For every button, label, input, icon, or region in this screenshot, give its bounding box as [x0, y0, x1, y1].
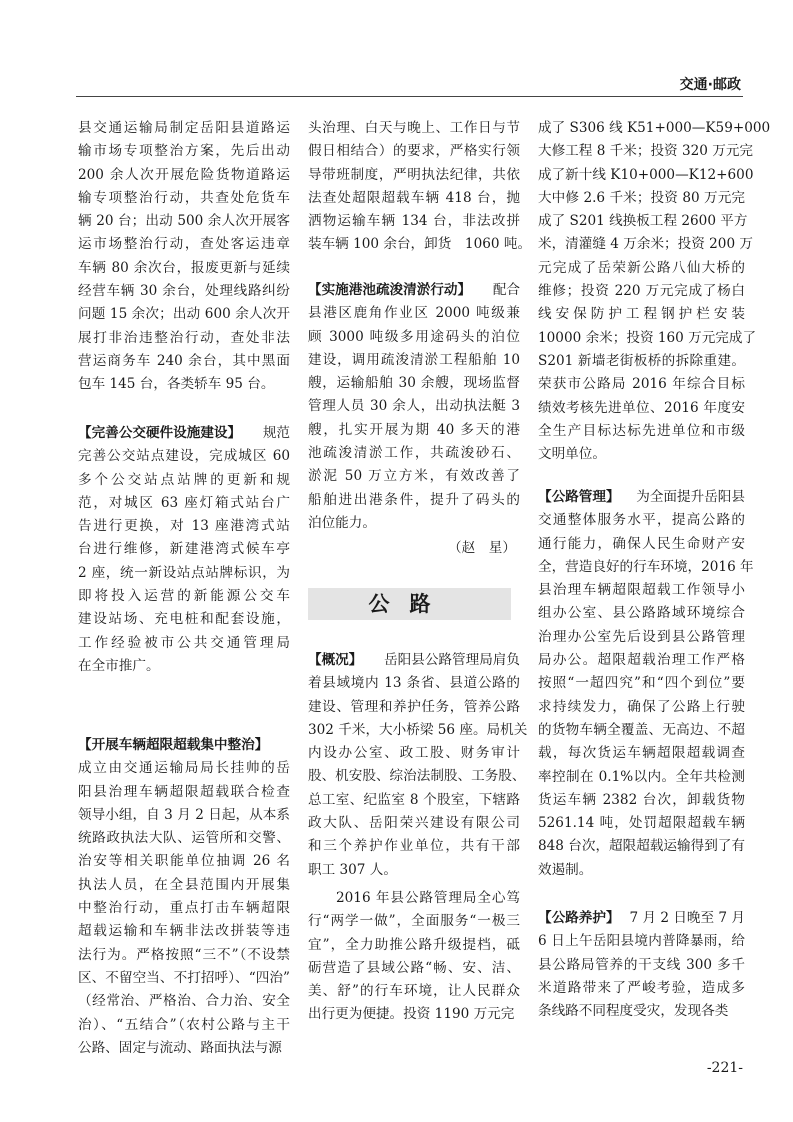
text-line: 县交通运输局制定岳阳县道路运	[78, 120, 290, 136]
text-line: 领导小组，自 3 月 2 日起，从本系	[78, 806, 290, 823]
text-line: 包车 145 台，各类轿车 95 台。	[78, 376, 275, 393]
text-line: 848 台次，超限超载运输得到了有	[538, 838, 745, 855]
section-title: 公路	[308, 588, 511, 620]
text-line: 总工室、纪监室 8 个股室，下辖路	[308, 791, 520, 808]
text-line	[538, 907, 745, 930]
text-line: 元完成了岳荣新公路八仙大桥的	[538, 259, 745, 276]
text-line: 艘，运输船舶 30 余艘，现场监督	[308, 375, 520, 392]
text-line: 2 座，统一新设站点站牌标识，为	[78, 564, 290, 581]
text-line: 即将投入运营的新能源公交车	[78, 588, 290, 605]
text-line: 砺营造了县域公路“畅、安、洁、	[308, 959, 520, 976]
text-line: 输市场专项整治方案，先后出动	[78, 143, 290, 160]
text-line: 展打非治违整治行动，查处非法	[78, 329, 290, 346]
text-line: 的货物车辆全覆盖、无高边、不超	[538, 721, 745, 738]
text-line: 按照“一超四究”和“四个到位”要	[538, 675, 745, 692]
paragraph-heading: 【实施港池疏浚清淤行动】	[308, 282, 472, 298]
text-line: 范，对城区 63 座灯箱式站台广	[78, 494, 290, 511]
text-line: 率控制在 0.1%以内。全年共检测	[538, 768, 745, 785]
text-line-content: 7 月 2 日晚至 7 月	[629, 910, 745, 926]
text-line: （经常治、严格治、合力治、安全	[78, 993, 290, 1010]
text-line: 告进行更换，对 13 座港湾式站	[78, 518, 290, 535]
text-line: 在全市推广。	[78, 657, 160, 674]
text-line: 装车辆 100 余台，卸货 1060 吨。	[308, 236, 532, 253]
text-line: 通行能力，确保人民生命财产安	[538, 535, 745, 552]
text-line: 全生产目标达标先进单位和市级	[538, 422, 745, 439]
text-line: 问题 15 余次；出动 600 余人次开	[78, 306, 290, 323]
text-line: 完善公交站点建设，完成城区 60	[78, 448, 290, 465]
text-line: 绩效考核先进单位、2016 年度安	[538, 399, 745, 416]
text-line: 县治理车辆超限超载工作领导小	[538, 582, 745, 599]
text-line: 宜”，全力助推公路升级提档，砥	[308, 936, 520, 953]
text-line: 10000 余米；投资 160 万元完成了	[538, 329, 757, 346]
text-line: 5261.14 吨，处罚超限超载车辆	[538, 815, 745, 832]
text-line: 交通整体服务水平，提高公路的	[538, 512, 745, 529]
text-line: 车辆 80 余次台，报废更新与延续	[78, 259, 290, 276]
text-line	[308, 649, 520, 672]
text-line: 求持续发力，确保了公路上行驶	[538, 698, 745, 715]
author-signature: （赵 星）	[448, 540, 516, 556]
text-line: 行“两学一做”，全面服务“一极三	[308, 913, 520, 930]
text-line: 302 千米，大小桥梁 56 座。局机关	[308, 721, 528, 738]
text-line: 政大队、岳阳荣兴建设有限公司	[308, 815, 520, 832]
text-line: 条线路不同程度受灾，发现各类	[538, 1003, 729, 1020]
paragraph-heading: 【概况】	[308, 652, 363, 668]
text-line: 运市场整治行动，查处客运违章	[78, 236, 290, 253]
paragraph-heading: 【公路养护】	[538, 910, 620, 926]
text-line-content: 规范	[262, 425, 290, 441]
paragraph	[78, 422, 290, 678]
text-line: 组办公室、县公路路域环境综合	[538, 605, 745, 622]
text-line: 统路政执法大队、运管所和交警、	[78, 830, 290, 847]
text-line: 经营车辆 30 余台，处理线路纠纷	[78, 283, 290, 300]
text-line: 工作经验被市公共交通管理局	[78, 634, 290, 651]
text-line: 局办公。超限超载治理工作严格	[538, 652, 745, 669]
text-line: 200 余人次开展危险货物道路运	[78, 166, 290, 183]
text-line: 头治理、白天与晚上、工作日与节	[308, 120, 520, 136]
text-line: 治）、“五结合”（农村公路与主干	[78, 1016, 290, 1033]
text-line: 治理办公室先后设到县公路管理	[538, 628, 745, 645]
running-header: 交通·邮政	[679, 77, 741, 93]
text-line: 2016 年县公路管理局全心笃	[336, 890, 520, 906]
text-line: 洒物运输车辆 134 台，非法改拼	[308, 213, 520, 230]
text-line: 米道路带来了严峻考验，造成多	[538, 979, 745, 996]
text-line: 执法人员，在全县范围内开展集	[78, 876, 290, 893]
text-line	[308, 279, 520, 302]
text-line: 效遏制。	[538, 861, 593, 878]
text-line: 线安保防护工程钢护栏安装	[538, 306, 745, 323]
text-line: 治安等相关职能单位抽调 26 名	[78, 853, 290, 870]
text-line: 淤泥 50 万立方米，有效改善了	[308, 468, 520, 485]
text-line: 载，每次货运车辆超限超载调查	[538, 745, 745, 762]
page-number: -221-	[706, 1060, 743, 1076]
paragraph	[538, 117, 771, 466]
text-line: 和三个养护作业单位，共有干部	[308, 838, 520, 855]
text-line: 职工 307 人。	[308, 861, 397, 878]
paragraph-heading: 【完善公交硬件设施建设】	[78, 425, 242, 441]
text-line: 超载运输和车辆非法改拼装等违	[78, 923, 290, 940]
text-line-content: 配合	[492, 282, 520, 298]
text-line	[538, 486, 745, 509]
paragraph	[78, 117, 290, 397]
text-line: 货运车辆 2382 台次，卸载货物	[538, 791, 745, 808]
text-line: 管理人员 30 余人，出动执法艇 3	[308, 398, 520, 415]
text-line: 泊位能力。	[308, 514, 376, 531]
text-line: 着县域境内 13 条省、县道公路的	[308, 675, 520, 692]
text-line: 出行更为便捷。投资 1190 万元完	[308, 1006, 515, 1023]
text-line: 县公路局管养的干支线 300 多千	[538, 956, 745, 973]
text-line	[78, 734, 290, 757]
text-line: 输专项整治行动，共查处危货车	[78, 189, 290, 206]
text-line: 池疏浚清淤工作，共疏浚砂石、	[308, 445, 520, 462]
text-line: 成立由交通运输局局长挂帅的岳	[78, 760, 290, 777]
text-line: 美、舒”的行车环境，让人民群众	[308, 983, 520, 1000]
paragraph	[538, 486, 754, 882]
text-line: 中整治行动，重点打击车辆超限	[78, 900, 290, 917]
paragraph	[308, 117, 532, 257]
text-line: 建设，调用疏浚清淤工程船舶 10	[308, 351, 520, 368]
text-line: 荣获市公路局 2016 年综合目标	[538, 376, 745, 393]
text-line: 全，营造良好的行车环境，2016 年	[538, 558, 754, 575]
text-line: 米，清灌缝 4 万余米；投资 200 万	[538, 236, 754, 253]
paragraph	[308, 279, 520, 535]
text-line: 辆 20 台；出动 500 余人次开展客	[78, 213, 290, 230]
text-line: 大中修 2.6 千米；投资 80 万元完	[538, 189, 745, 206]
text-line: 维修；投资 220 万元完成了杨白	[538, 283, 745, 300]
paragraph-heading: 【开展车辆超限超载集中整治】	[78, 737, 269, 753]
paragraph	[78, 734, 290, 1060]
text-line: 大修工程 8 千米；投资 320 万元完	[538, 143, 754, 160]
text-line: 顾 3000 吨级多用途码头的泊位	[308, 328, 520, 345]
paragraph	[308, 887, 520, 1027]
text-line: 成了新十线 K10+000—K12+600	[538, 166, 754, 183]
paragraph	[538, 907, 745, 1023]
text-line: 假日相结合）的要求，严格实行领	[308, 143, 520, 160]
text-line: 台进行维修，新建港湾式候车亭	[78, 541, 290, 558]
text-line: 区、不留空当、不打招呼）、“四治”	[78, 969, 290, 986]
text-line: 建设站场、充电桩和配套设施，	[78, 611, 290, 628]
text-line: 内设办公室、政工股、财务审计	[308, 745, 520, 762]
text-line: 导带班制度，严明执法纪律，共依	[308, 166, 520, 183]
text-line-content: 为全面提升岳阳县	[636, 489, 745, 505]
text-line: 成了 S306 线 K51+000—K59+000	[538, 120, 771, 136]
text-line: 股、机安股、综治法制股、工务股、	[308, 768, 526, 785]
header-rule	[76, 96, 743, 97]
text-line: S201 新墙老街板桥的拆除重建。	[538, 352, 745, 369]
text-line: 营运商务车 240 余台，其中黑面	[78, 352, 290, 369]
text-line: 阳县治理车辆超限超载联合检查	[78, 783, 290, 800]
text-line-content: 岳阳县公路管理局肩负	[384, 652, 520, 668]
text-line: 公路、固定与流动、路面执法与源	[78, 1039, 282, 1056]
text-line: 多个公交站点站牌的更新和规	[78, 471, 290, 488]
text-line: 法行为。严格按照“三不”（不设禁	[78, 946, 290, 963]
text-line	[78, 422, 290, 445]
paragraph-heading: 【公路管理】	[538, 489, 620, 505]
text-line: 艘，扎实开展为期 40 多天的港	[308, 421, 520, 438]
text-line: 6 日上午岳阳县境内普降暴雨，给	[538, 933, 745, 950]
text-line: 建设、管理和养护任务，管养公路	[308, 698, 520, 715]
text-line: 成了 S201 线换板工程 2600 平方	[538, 213, 748, 230]
text-line: 船舶进出港条件，提升了码头的	[308, 491, 520, 508]
text-line: 文明单位。	[538, 446, 606, 463]
text-line: 法查处超限超载车辆 418 台，抛	[308, 189, 520, 206]
text-line: 县港区鹿角作业区 2000 吨级兼	[308, 305, 520, 322]
paragraph	[308, 649, 528, 882]
